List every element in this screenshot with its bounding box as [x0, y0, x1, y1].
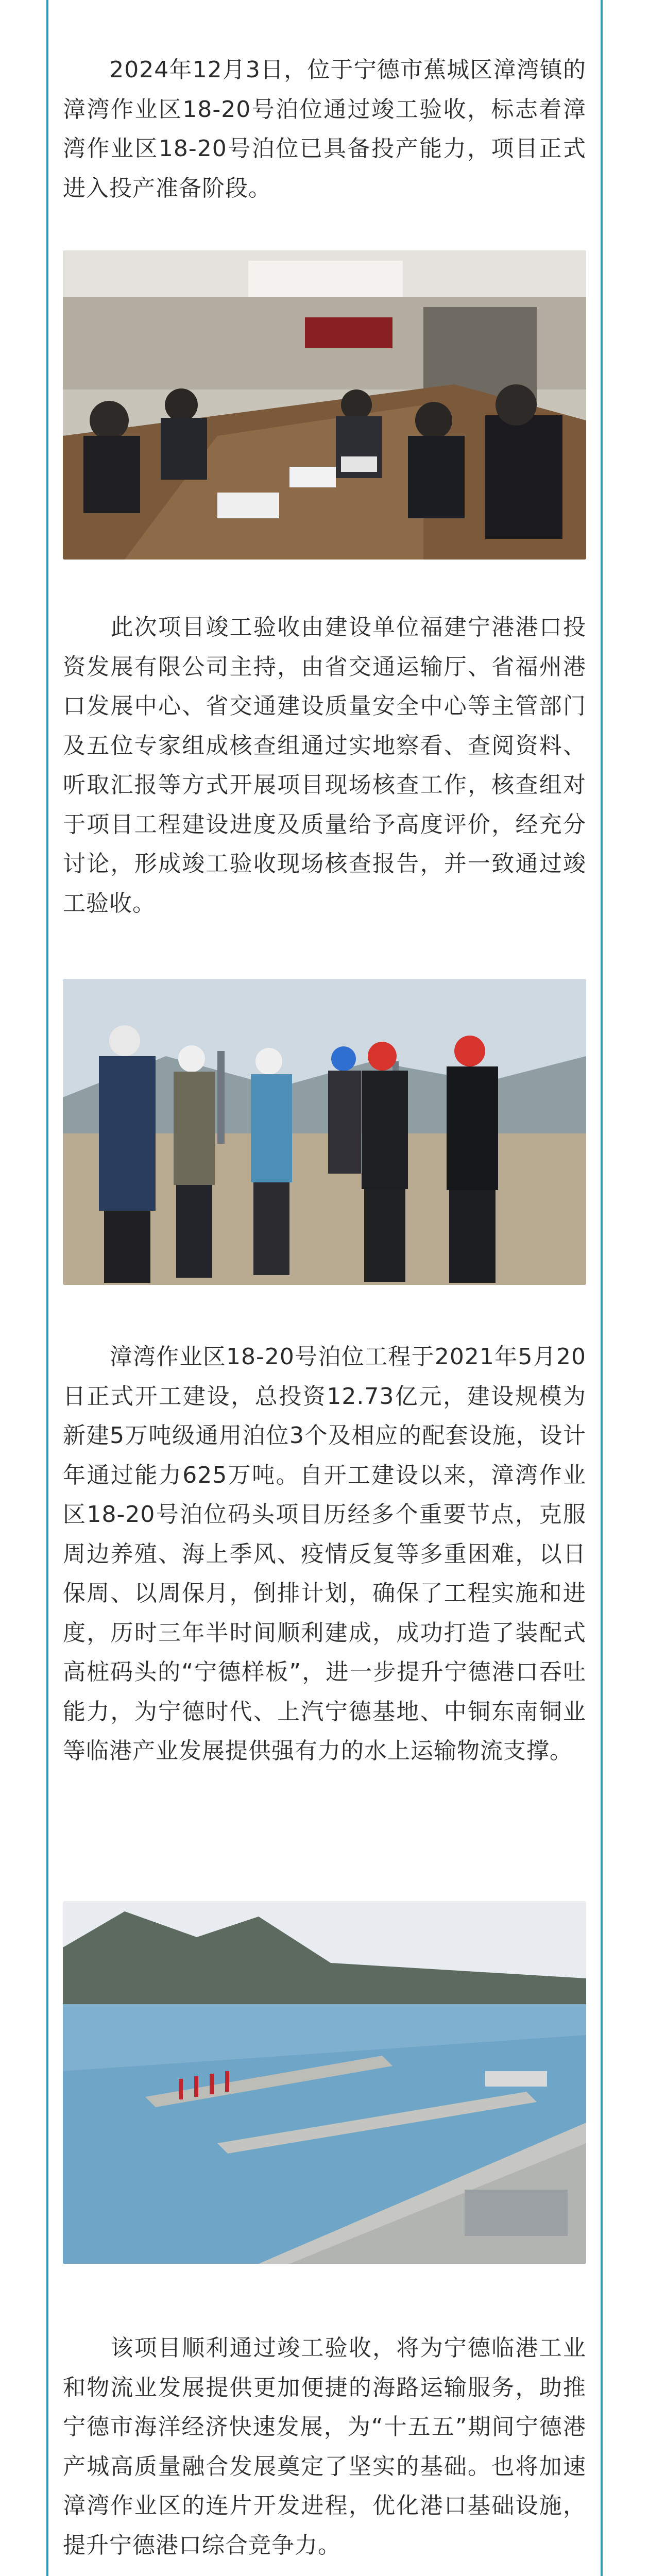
article-paragraph-3: 漳湾作业区18-20号泊位工程于2021年5月20日正式开工建设，总投资12.73亿元，建设规模为新建5万吨级通用泊位3个及相应的配套设施，设计年通过能力625万吨。自开工建设以来，漳湾作业区18-20号泊位码头项目历经多个重要节点，克服周边养殖、海上季风、疫情反复等多重困难，以日保周、以周保月，倒排计划，确保了工程实施和进度，历时三年半时间顺利建成，成功打造了装配式高桩码头的“宁德样板”，进一步提升宁德港口吞吐能力，为宁德时代、上汽宁德基地、中铜东南铜业等临港产业发展提供强有力的水上运输物流支撑。: [63, 1344, 586, 1764]
article-paragraph-1: 2024年12月3日，位于宁德市蕉城区漳湾镇的漳湾作业区18-20号泊位通过竣工验收，标志着漳湾作业区18-20号泊位已具备投产能力，项目正式进入投产准备阶段。: [63, 57, 586, 201]
site-inspection-photo: [63, 979, 586, 1285]
meeting-room-photo: [63, 250, 586, 560]
article-paragraph-4: 该项目顺利通过竣工验收，将为宁德临港工业和物流业发展提供更加便捷的海路运输服务，助推宁德市海洋经济快速发展，为“十五五”期间宁德港产城高质量融合发展奠定了坚实的基础。也将加速漳湾作业区的连片开发进程，优化港口基础设施，提升宁德港口综合竞争力。: [63, 2335, 586, 2558]
berth-aerial-photo: [63, 1901, 586, 2264]
article-paragraph-2: 此次项目竣工验收由建设单位福建宁港港口投资发展有限公司主持，由省交通运输厅、省福州港口发展中心、省交通建设质量安全中心等主管部门及五位专家组成核查组通过实地察看、查阅资料、听取汇报等方式开展项目现场核查工作，核查组对于项目工程建设进度及质量给予高度评价，经充分讨论，形成竣工验收现场核查报告，并一致通过竣工验收。: [63, 614, 586, 917]
